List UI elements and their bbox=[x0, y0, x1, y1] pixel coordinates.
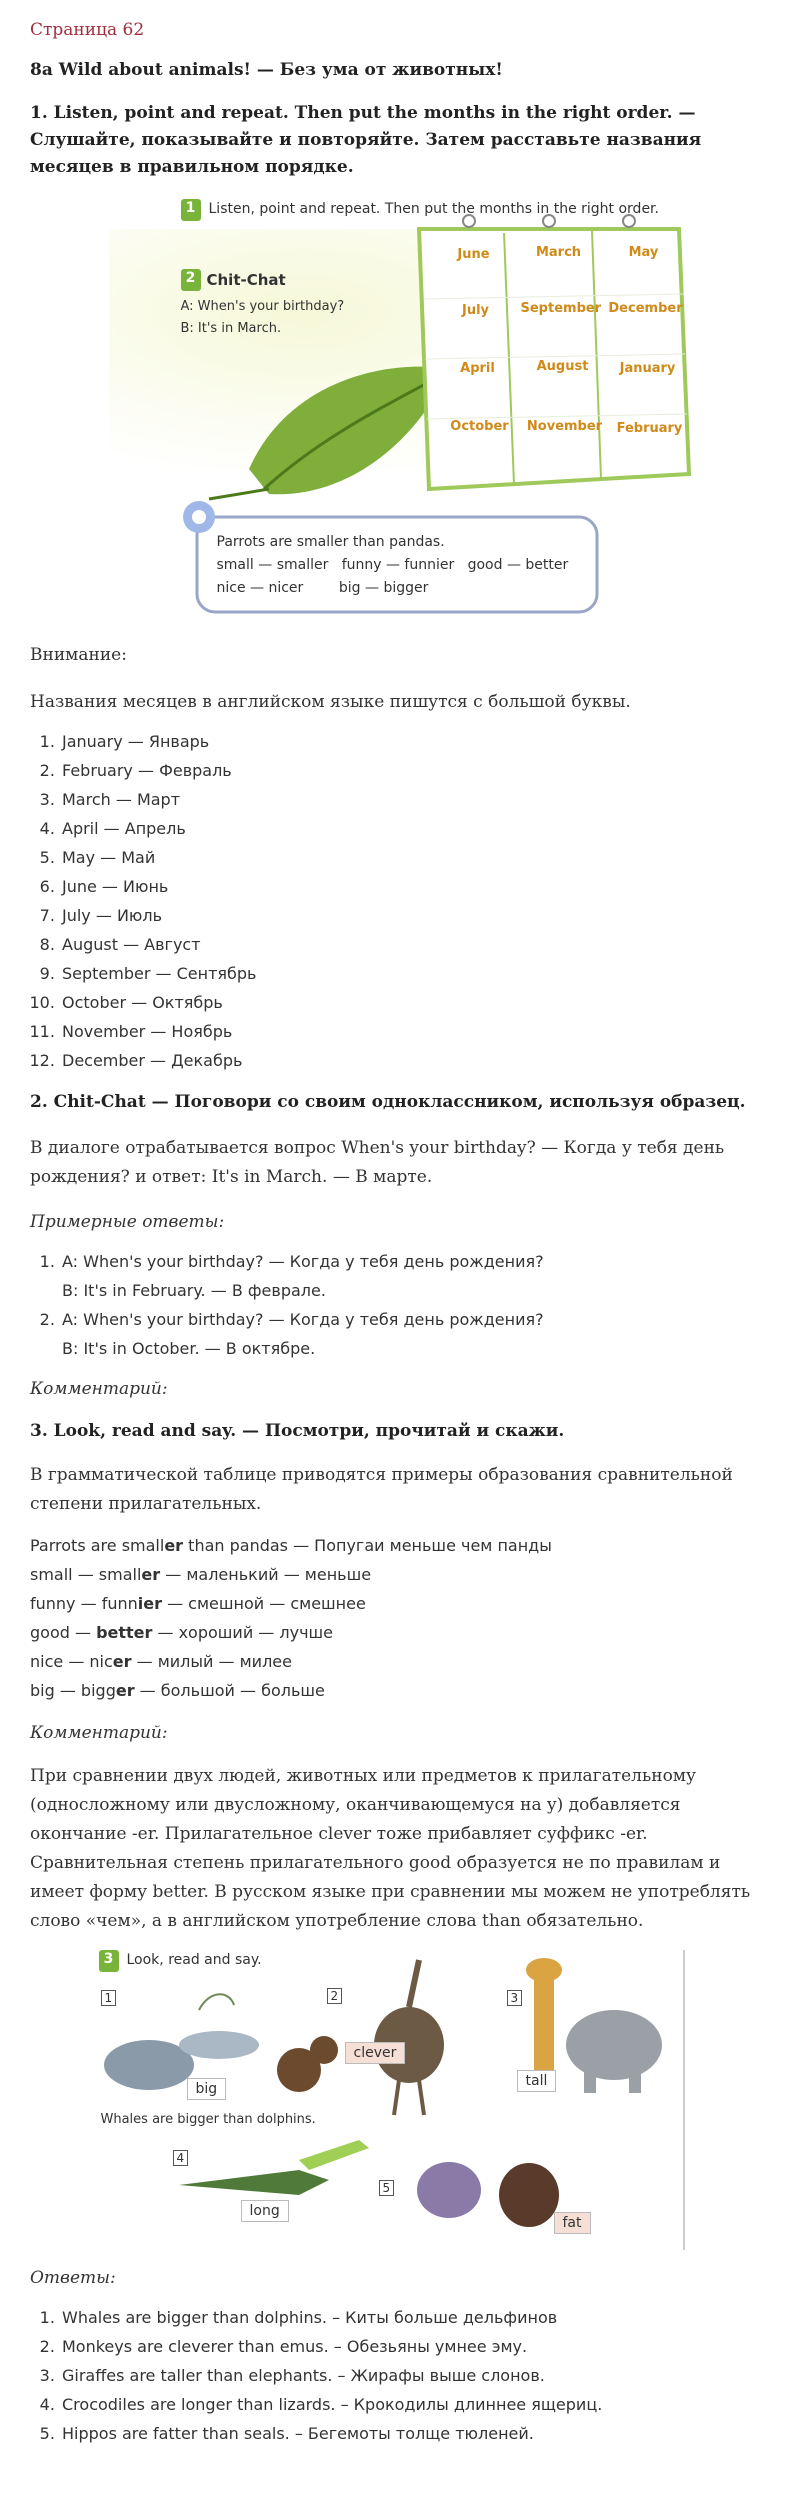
list-item: 6. June — Июнь bbox=[60, 872, 757, 901]
sample-answers-label: Примерные ответы: bbox=[30, 1212, 225, 1232]
list-item: 9. September — Сентябрь bbox=[60, 959, 757, 988]
chit-chat-line-a: A: When's your birthday? bbox=[180, 299, 345, 314]
list-item: 12. December — Декабрь bbox=[60, 1046, 757, 1075]
list-item: 2. February — Февраль bbox=[60, 756, 757, 785]
animals-illustration-art bbox=[99, 1950, 689, 2250]
dialogue-line-a: 2. A: When's your birthday? — Когда у тебя день рождения? bbox=[62, 1310, 544, 1329]
badge-1: 1 bbox=[185, 200, 196, 216]
month-cell: June bbox=[457, 247, 490, 262]
animals-answer-list bbox=[30, 2303, 757, 2448]
months-note: Названия месяцев в английском языке пишутся с большой буквы. bbox=[30, 692, 631, 712]
word-tag-clever: clever bbox=[345, 2042, 406, 2064]
picture-number: 1 bbox=[101, 1990, 117, 2006]
task3-comment: При сравнении двух людей, животных или предметов к прилагательному (односложному или двусложному, оканчивающемуся на y) добавляется окончание -er. Прилагательное clever тоже прибавляет суффикс -er. Сравнительная степень прилагательного good образуется не по правилам и имеет форму better. В русском языке при сравнении мы можем не употреблять слово «чем», а в английском употребление слова than обязательно. bbox=[30, 1766, 751, 1931]
comparative-line: good — better — хороший — лучше bbox=[30, 1623, 334, 1642]
list-item: 10. October — Октябрь bbox=[60, 988, 757, 1017]
attention-label: Внимание: bbox=[30, 645, 127, 665]
comparative-line: nice — nicer — милый — милее bbox=[30, 1652, 292, 1671]
months-illustration bbox=[89, 199, 699, 619]
figure3-example: Whales are bigger than dolphins. bbox=[100, 2112, 316, 2127]
month-cell: October bbox=[450, 419, 509, 434]
list-item: 5. Hippos are fatter than seals. – Бегемоты толще тюленей. bbox=[60, 2419, 757, 2448]
grammar-box-line: Parrots are smaller than pandas. bbox=[216, 534, 445, 550]
list-item: 1. Whales are bigger than dolphins. – Киты больше дельфинов bbox=[60, 2303, 757, 2332]
month-cell: August bbox=[536, 359, 589, 374]
dialogue-list bbox=[30, 1247, 757, 1363]
word-tag-tall: tall bbox=[517, 2070, 557, 2092]
dolphin-shape bbox=[179, 2031, 259, 2059]
task3-comment-label: Комментарий: bbox=[30, 1723, 168, 1743]
hippo-shape bbox=[417, 2162, 481, 2218]
month-cell: September bbox=[520, 301, 602, 316]
month-cell: February bbox=[616, 421, 683, 436]
chit-chat-heading: Chit-Chat bbox=[206, 271, 286, 289]
month-cell: November bbox=[526, 419, 603, 434]
month-cell: April bbox=[460, 361, 495, 376]
word-tag-big: big bbox=[187, 2078, 227, 2100]
word-tag-fat: fat bbox=[554, 2212, 591, 2234]
giraffe-shape bbox=[534, 1970, 554, 2070]
list-item: 8. August — Август bbox=[60, 930, 757, 959]
page-label: Страница 62 bbox=[30, 20, 145, 40]
list-item: 2. Monkeys are cleverer than emus. – Обезьяны умнее эму. bbox=[60, 2332, 757, 2361]
task2-description: В диалоге отрабатывается вопрос When's your birthday? — Когда у тебя день рождения? и ответ: It's in March. — В марте. bbox=[30, 1138, 725, 1187]
list-item: 7. July — Июль bbox=[60, 901, 757, 930]
picture-number: 2 bbox=[327, 1988, 343, 2004]
comparative-line: funny — funnier — смешной — смешнее bbox=[30, 1594, 366, 1613]
crocodile-shape bbox=[179, 2170, 329, 2195]
task3-title: 3. Look, read and say. — Посмотри, прочитай и скажи. bbox=[30, 1421, 565, 1441]
month-cell: July bbox=[461, 303, 490, 318]
comparative-line: big — bigger — большой — больше bbox=[30, 1681, 325, 1700]
lesson-heading: 8a Wild about animals! — Без ума от животных! bbox=[30, 60, 503, 80]
list-item: 11. November — Ноябрь bbox=[60, 1017, 757, 1046]
elephant-shape bbox=[566, 2010, 662, 2080]
list-item: 4. April — Апрель bbox=[60, 814, 757, 843]
task3-description: В грамматической таблице приводятся примеры образования сравнительной степени прилагательных. bbox=[30, 1465, 733, 1514]
dialogue-item bbox=[60, 1247, 757, 1305]
badge-3: 3 bbox=[103, 1951, 114, 1967]
month-cell: January bbox=[619, 361, 676, 376]
month-cell: May bbox=[628, 245, 659, 260]
chit-chat-line-b: B: It's in March. bbox=[180, 321, 282, 336]
list-item: 3. Giraffes are taller than elephants. – Жирафы выше слонов. bbox=[60, 2361, 757, 2390]
months-answer-list bbox=[30, 727, 757, 1075]
figure3-title: Look, read and say. bbox=[126, 1952, 262, 1968]
dialogue-line-a: 1. A: When's your birthday? — Когда у тебя день рождения? bbox=[62, 1252, 544, 1271]
task2-comment-label: Комментарий: bbox=[30, 1379, 168, 1399]
animals-illustration bbox=[99, 1950, 689, 2250]
picture-number: 3 bbox=[507, 1990, 523, 2006]
grammar-box-row1: small — smaller funny — funnier good — better bbox=[216, 557, 569, 573]
comparative-line: small — smaller — маленький — меньше bbox=[30, 1565, 372, 1584]
answers-label: Ответы: bbox=[30, 2268, 116, 2288]
month-cell: December bbox=[608, 301, 683, 316]
list-item: 3. March — Март bbox=[60, 785, 757, 814]
dialogue-line-b: B: It's in October. — В октябре. bbox=[62, 1339, 316, 1358]
dialogue-item bbox=[60, 1305, 757, 1363]
task1-title: 1. Listen, point and repeat. Then put the months in the right order. — Слушайте, показывайте и повторяйте. Затем расставьте названия месяцев в правильном порядке. bbox=[30, 103, 702, 177]
picture-number: 5 bbox=[379, 2180, 395, 2196]
dialogue-line-b: B: It's in February. — В феврале. bbox=[62, 1281, 326, 1300]
badge-2: 2 bbox=[185, 270, 196, 286]
seal-shape bbox=[499, 2163, 559, 2227]
list-item: 5. May — Май bbox=[60, 843, 757, 872]
comparatives-list bbox=[30, 1531, 757, 1705]
comparative-line: Parrots are smaller than pandas — Попугаи меньше чем панды bbox=[30, 1536, 552, 1555]
months-illustration-art bbox=[89, 199, 699, 619]
task2-title: 2. Chit-Chat — Поговори со своим одноклассником, используя образец. bbox=[30, 1092, 746, 1112]
list-item: 4. Crocodiles are longer than lizards. – Крокодилы длиннее ящериц. bbox=[60, 2390, 757, 2419]
lizard-shape bbox=[299, 2140, 369, 2170]
word-tag-long: long bbox=[241, 2200, 289, 2222]
picture-number: 4 bbox=[173, 2150, 189, 2166]
figure-instruction: Listen, point and repeat. Then put the months in the right order. bbox=[208, 201, 659, 217]
grammar-box-row2: nice — nicer big — bigger bbox=[216, 580, 429, 596]
month-cell: March bbox=[535, 245, 582, 260]
list-item: 1. January — Январь bbox=[60, 727, 757, 756]
